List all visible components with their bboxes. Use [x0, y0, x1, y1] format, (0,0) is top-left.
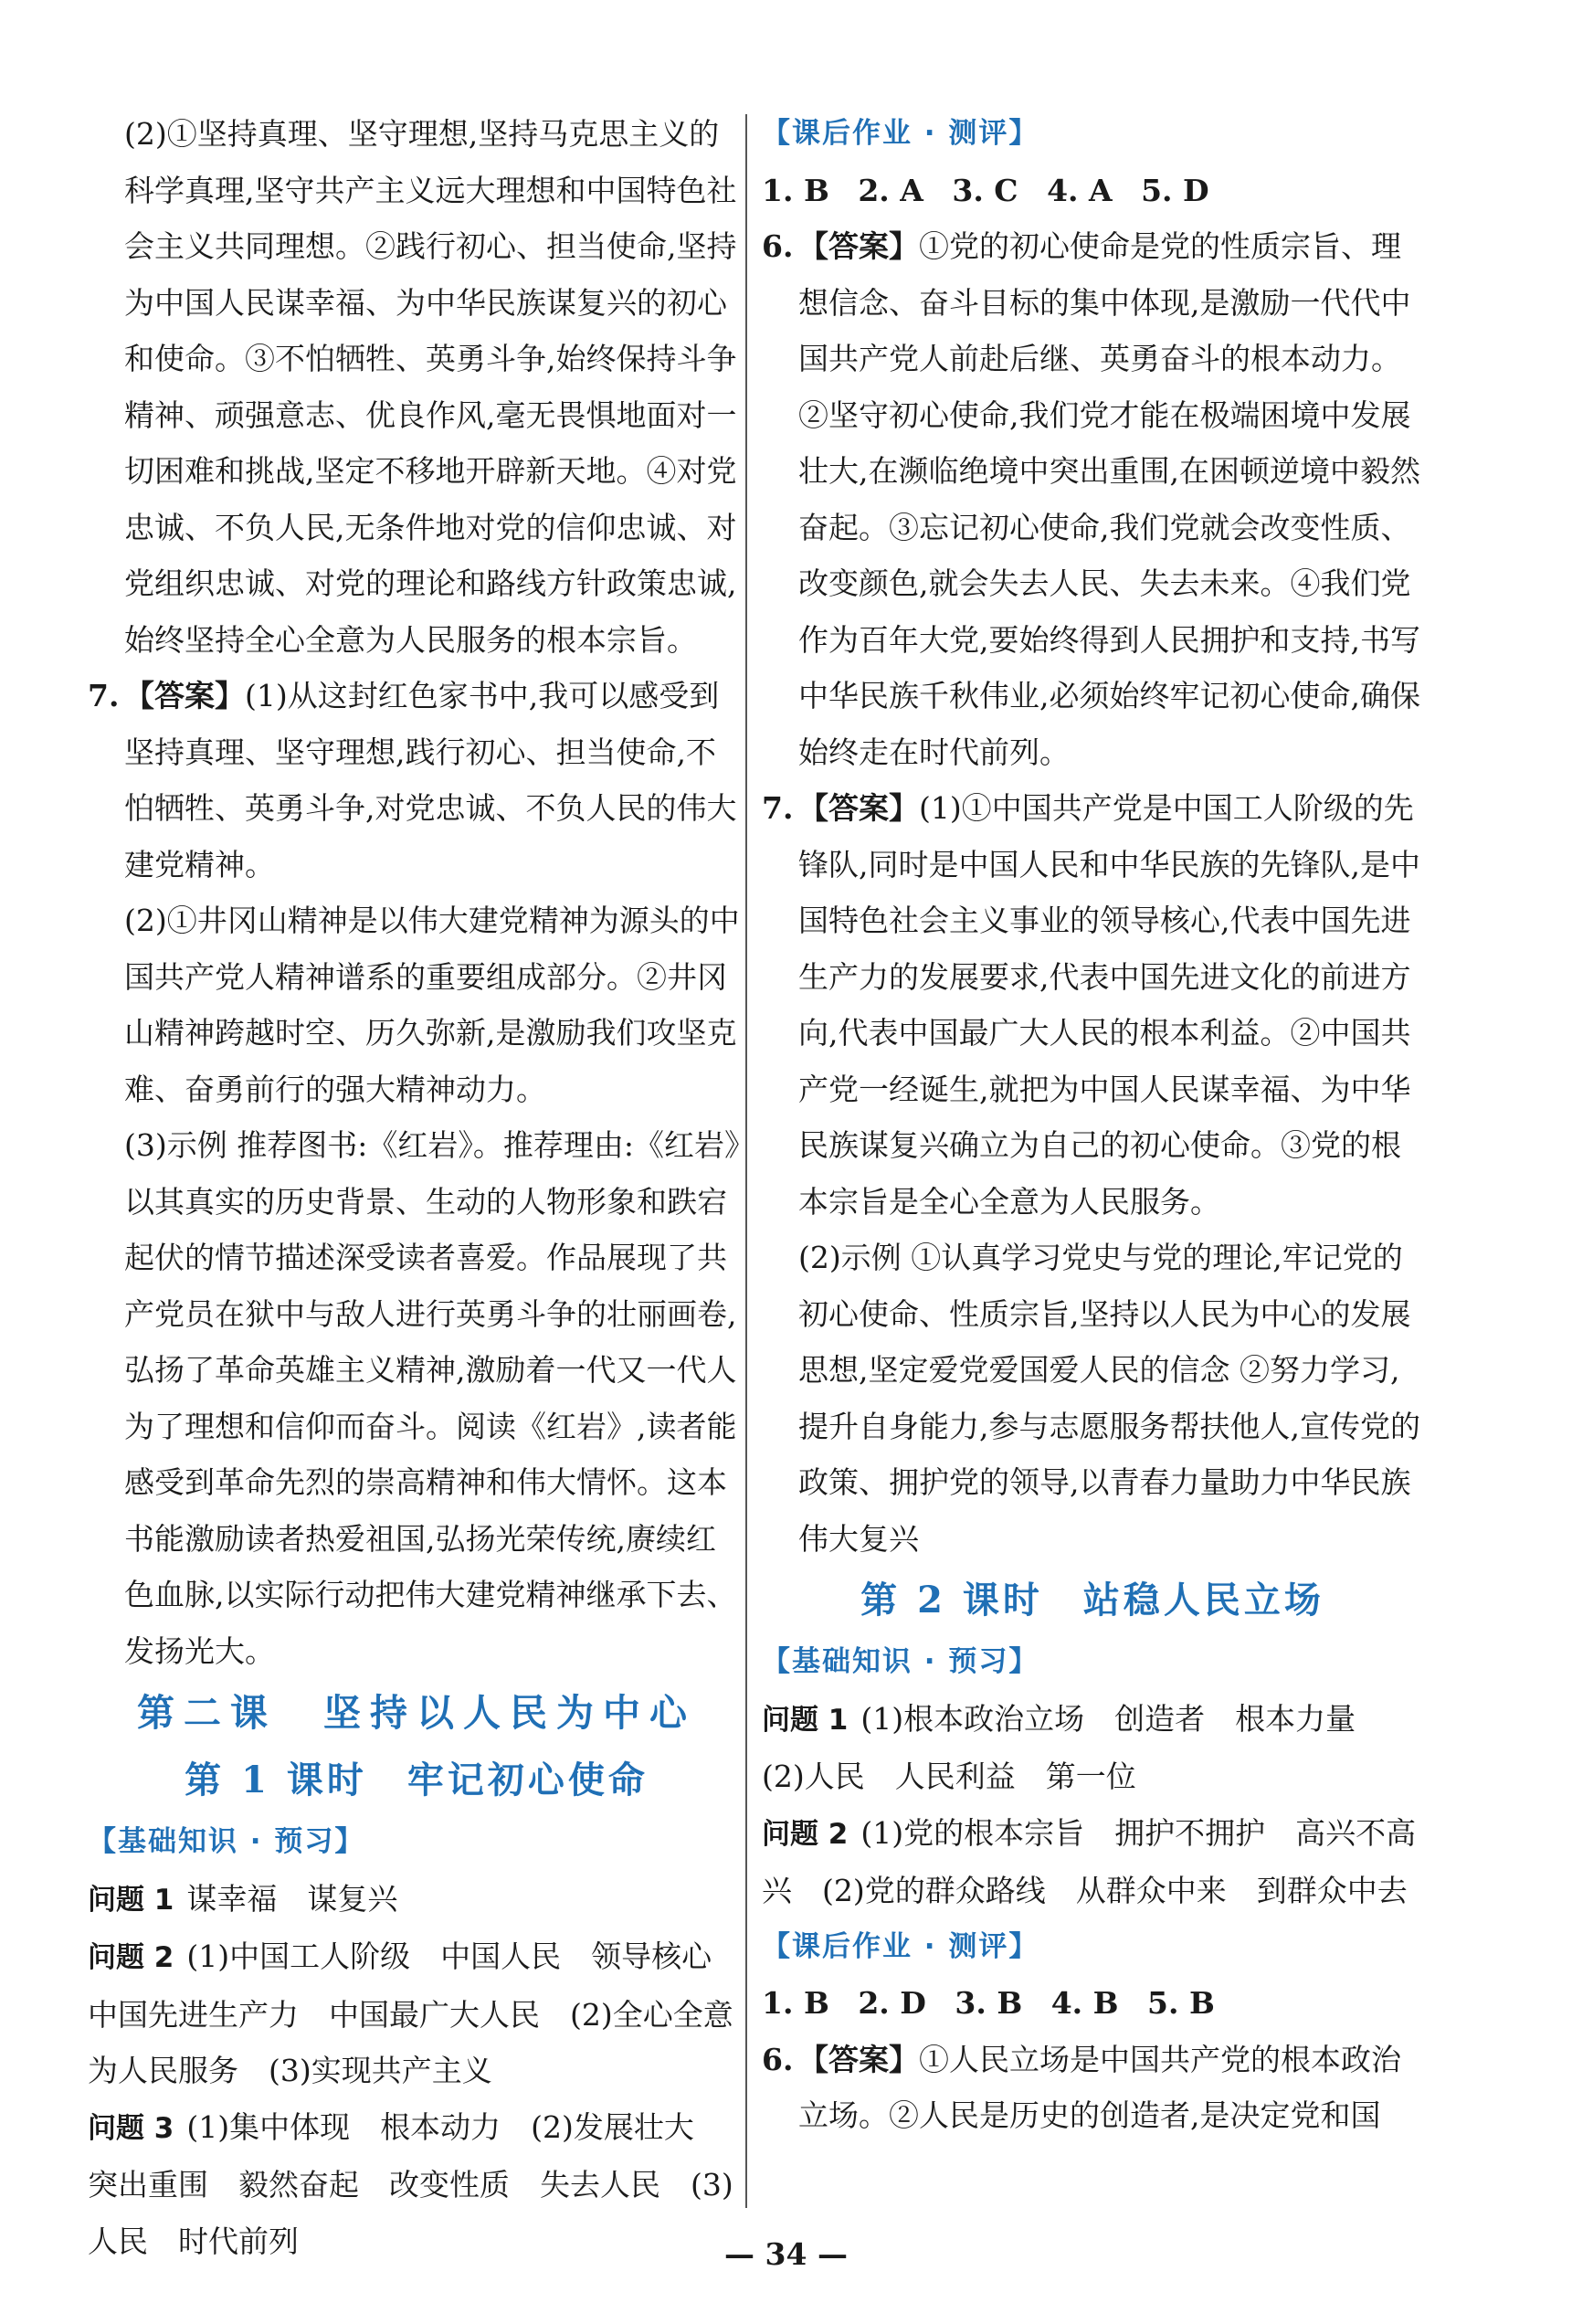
choice-answer: 1. B	[762, 1985, 829, 2021]
answer-q7-part2: (2)①井冈山精神是以伟大建党精神为源头的中国共产党人精神谱系的重要组成部分。②井冈山精神跨越时空、历久弥新,是激励我们攻坚克难、奋勇前行的强大精神动力。	[124, 903, 740, 1107]
period-title: 第 1 课时 牢记初心使命	[185, 1759, 649, 1801]
period-title: 第 2 课时 站稳人民立场	[860, 1579, 1324, 1622]
answer-q6	[762, 2032, 1423, 2144]
choice-answer: 3. C	[952, 172, 1018, 208]
section-homework: 【课后作业 · 测评】	[762, 117, 1039, 150]
question-2	[762, 1805, 1423, 1919]
section-basic-knowledge: 【基础知识 · 预习】	[88, 1825, 365, 1858]
choice-answers-2	[762, 1975, 1423, 2032]
answer-label: 【答案】	[798, 790, 919, 826]
question-answer: (1)中国工人阶级 中国人民 领导核心 中国先进生产力 中国最广大人民 (2)全心全意为人民服务 (3)实现共产主义	[88, 1938, 743, 2088]
choice-answers-1	[762, 163, 1423, 219]
question-label: 问题 1	[762, 1703, 849, 1737]
choice-answer: 2. D	[858, 1985, 926, 2021]
answer-q7-part1: (1)①中国共产党是中国工人阶级的先锋队,同时是中国人民和中华民族的先锋队,是中国特色社会主义事业的领导核心,代表中国先进生产力的发展要求,代表中国先进文化的前进方向,代表中国最广大人民的根本利益。②中国共产党一经诞生,就把为中国人民谋幸福、为中华民族谋复兴确立为自己的初心使命。③党的根本宗旨是全心全意为人民服务。	[798, 790, 1420, 1220]
right-column	[762, 106, 1423, 2144]
choice-answer: 4. B	[1050, 1985, 1119, 2021]
choice-answer: 1. B	[762, 172, 829, 208]
question-answer: 谋幸福 谋复兴	[186, 1880, 398, 1917]
question-label: 问题 2	[762, 1817, 849, 1851]
question-answer: (1)根本政治立场 创造者 根本力量 (2)人民 人民利益 第一位	[762, 1700, 1387, 1794]
answer-label: 【答案】	[798, 228, 919, 264]
question-2	[88, 1928, 745, 2099]
column-divider	[745, 114, 747, 2208]
answer-q7-part2: (2)示例 ①认真学习党史与党的理论,牢记党的初心使命、性质宗旨,坚持以人民为中心的发展思想,坚定爱党爱国爱人民的信念 ②努力学习,提升自身能力,参与志愿服务帮扶他人,宣传党的政策、拥护党的领导,以青春力量助力中华民族伟大复兴	[798, 1240, 1420, 1557]
answer-q6	[762, 218, 1423, 780]
answer-q6-part2: (2)①坚持真理、坚守理想,坚持马克思主义的科学真理,坚守共产主义远大理想和中国特色社会主义共同理想。②践行初心、担当使命,坚持为中国人民谋幸福、为中华民族谋复兴的初心和使命。③不怕牺牲、英勇斗争,始终保持斗争精神、顽强意志、优良作风,毫无畏惧地面对一切困难和挑战,坚定不移地开辟新天地。④对党忠诚、不负人民,无条件地对党的信仰忠诚、对党组织忠诚、对党的理论和路线方针政策忠诚,始终坚持全心全意为人民服务的根本宗旨。	[124, 116, 737, 658]
left-column	[88, 106, 745, 2269]
question-1	[88, 1871, 745, 1929]
answer-q7	[762, 780, 1423, 1230]
answer-text: ①人民立场是中国共产党的根本政治立场。②人民是历史的创造者,是决定党和国	[798, 2041, 1401, 2133]
question-number: 6.	[762, 228, 794, 264]
choice-answer: 2. A	[858, 172, 923, 208]
choice-answer: 4. A	[1047, 172, 1113, 208]
choice-answer: 5. D	[1141, 172, 1209, 208]
answer-q7-part1: (1)从这封红色家书中,我可以感受到坚持真理、坚守理想,践行初心、担当使命,不怕牺牲、英勇斗争,对党忠诚、不负人民的伟大建党精神。	[124, 678, 737, 882]
question-number: 7.	[88, 678, 120, 713]
question-answer: (1)党的根本宗旨 拥护不拥护 高兴不高兴 (2)党的群众路线 从群众中来 到群众中去	[762, 1814, 1417, 1908]
question-label: 问题 3	[88, 2111, 174, 2145]
question-label: 问题 1	[88, 1883, 174, 1917]
choice-answer: 3. B	[955, 1985, 1023, 2021]
answer-q7	[88, 668, 745, 893]
question-number: 6.	[762, 2041, 794, 2077]
section-homework: 【课后作业 · 测评】	[762, 1929, 1039, 1963]
answer-label: 【答案】	[124, 678, 245, 713]
question-answer: (1)集中体现 根本动力 (2)发展壮大 突出重围 毅然奋起 改变性质 失去人民 (3)人民 时代前列	[88, 2108, 733, 2259]
lesson-title: 第二课 坚持以人民为中心	[137, 1691, 696, 1735]
question-number: 7.	[762, 790, 794, 826]
question-label: 问题 2	[88, 1941, 174, 1974]
page-number: — 34 —	[724, 2236, 848, 2272]
answer-q7-part3: (3)示例 推荐图书:《红岩》。推荐理由:《红岩》以其真实的历史背景、生动的人物形象和跌宕起伏的情节描述深受读者喜爱。作品展现了共产党员在狱中与敌人进行英勇斗争的壮丽画卷,弘扬了革命英雄主义精神,激励着一代又一代人为了理想和信仰而奋斗。阅读《红岩》,读者能感受到革命先烈的崇高精神和伟大情怀。这本书能激励读者热爱祖国,弘扬光荣传统,赓续红色血脉,以实际行动把伟大建党精神继承下去、发扬光大。	[124, 1127, 740, 1669]
answer-label: 【答案】	[798, 2041, 919, 2077]
answer-text: ①党的初心使命是党的性质宗旨、理想信念、奋斗目标的集中体现,是激励一代代中国共产党人前赴后继、英勇奋斗的根本动力。②坚守初心使命,我们党才能在极端困境中发展壮大,在濒临绝境中突出重围,在困顿逆境中毅然奋起。③忘记初心使命,我们党就会改变性质、改变颜色,就会失去人民、失去未来。④我们党作为百年大党,要始终得到人民拥护和支持,书写中华民族千秋伟业,必须始终牢记初心使命,确保始终走在时代前列。	[798, 228, 1420, 770]
section-basic-knowledge: 【基础知识 · 预习】	[762, 1645, 1039, 1678]
choice-answer: 5. B	[1147, 1985, 1215, 2021]
question-1	[762, 1691, 1423, 1805]
